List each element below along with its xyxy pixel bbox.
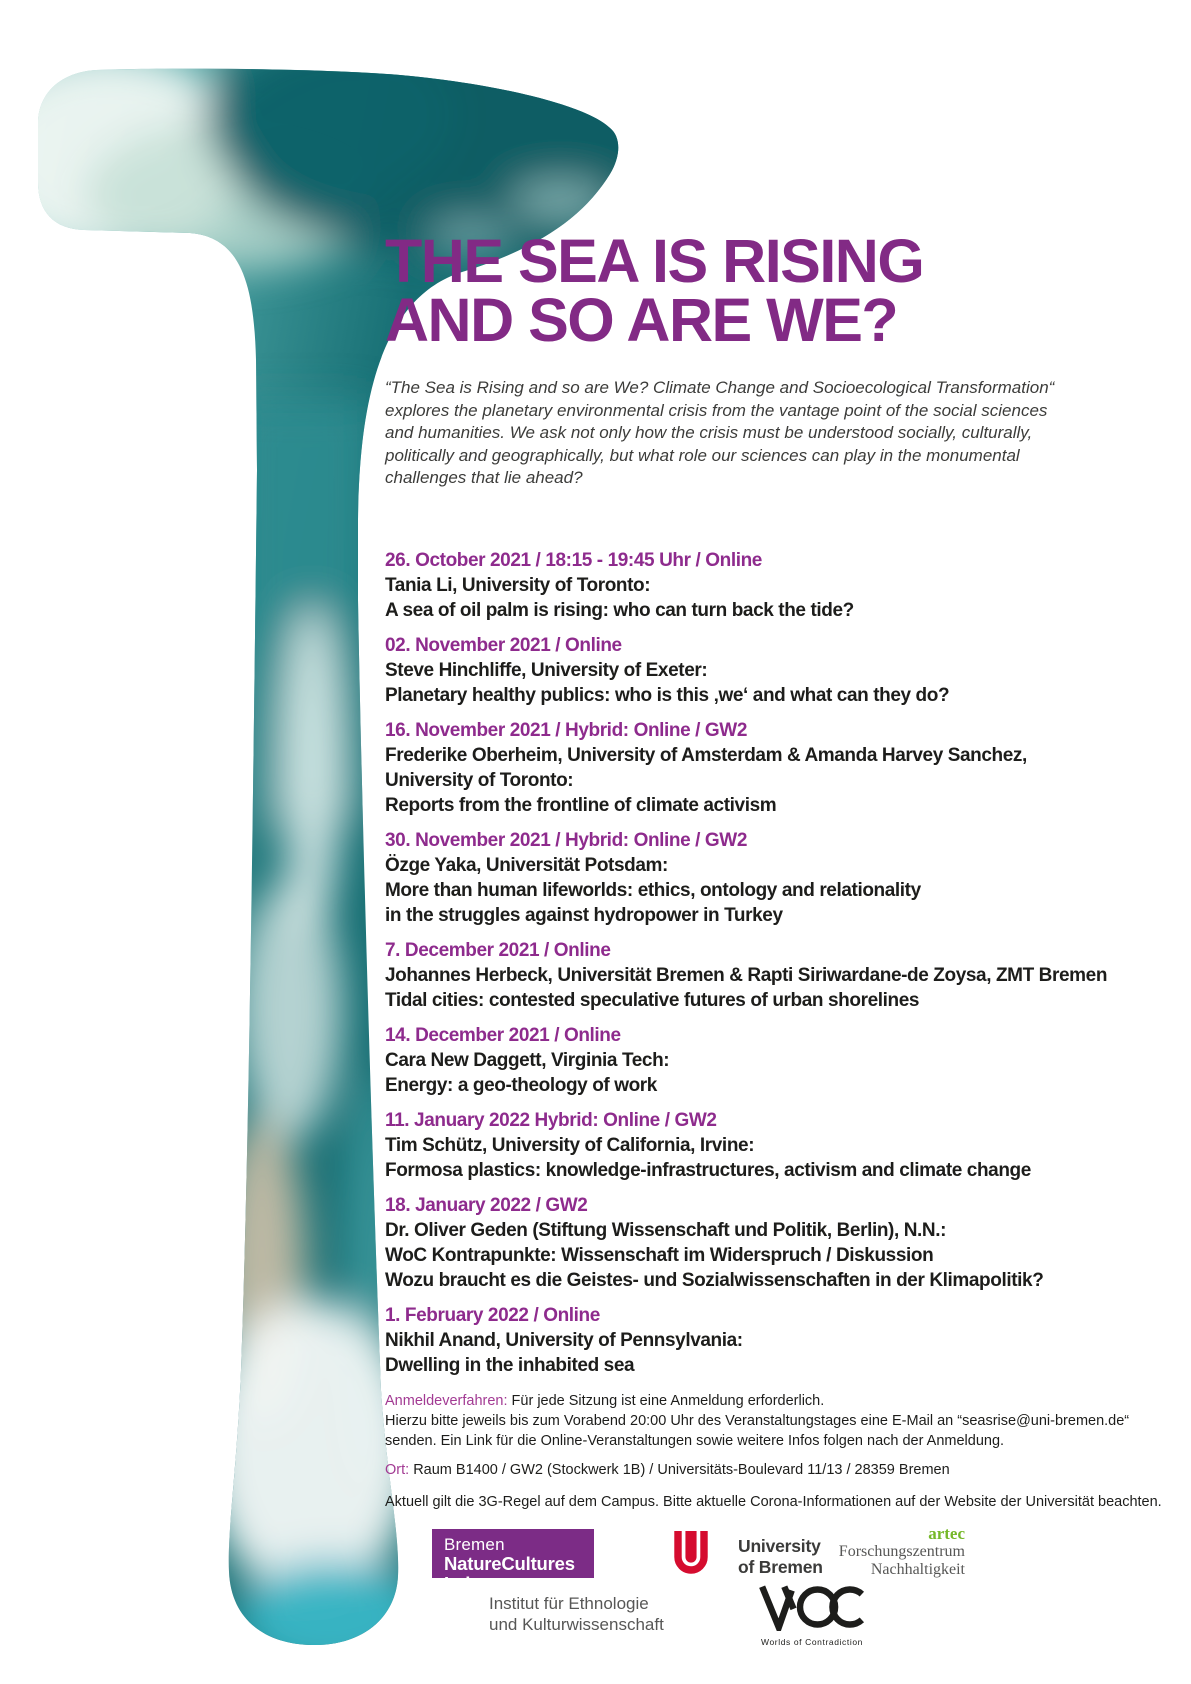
registration-label: Anmeldeverfahren: — [385, 1392, 508, 1409]
uni-bremen-line-2: of Bremen — [738, 1557, 823, 1577]
event-block — [385, 828, 1145, 928]
event-line: Tania Li, University of Toronto: — [385, 574, 651, 596]
uni-bremen-line-1: University — [738, 1536, 821, 1556]
event-line: Energy: a geo-theology of work — [385, 1074, 657, 1096]
artec-line-3: Nachhaltigkeit — [870, 1560, 965, 1578]
registration-text: Für jede Sitzung ist eine Anmeldung erforderlich. — [507, 1392, 825, 1409]
institut-line-2: und Kulturwissenschaft — [489, 1615, 664, 1634]
event-line: in the struggles against hydropower in Turkey — [385, 904, 783, 926]
title-line-2: AND SO ARE WE? — [385, 286, 898, 354]
intro-line: “The Sea is Rising and so are We? Climate Change and Socioecological Transformation“ — [385, 378, 1055, 397]
event-line: Wozu braucht es die Geistes- und Sozialwissenschaften in der Klimapolitik? — [385, 1269, 1044, 1291]
artec-wordmark: artec — [928, 1524, 965, 1543]
woc-logo — [752, 1583, 872, 1647]
corona-note: Aktuell gilt die 3G-Regel auf dem Campus. Bitte aktuelle Corona-Informationen auf der Website der Universität beachten. — [385, 1493, 1162, 1510]
intro-line: challenges that lie ahead? — [385, 468, 583, 487]
title-line-1: THE SEA IS RISING — [385, 227, 924, 295]
event-date: 14. December 2021 / Online — [385, 1024, 621, 1046]
event-line: WoC Kontrapunkte: Wissenschaft im Widerspruch / Diskussion — [385, 1244, 934, 1266]
event-date: 1. February 2022 / Online — [385, 1304, 600, 1326]
event-block — [385, 718, 1145, 818]
bremen-naturecultures-lab-logo — [432, 1529, 594, 1594]
intro-line: politically and geographically, but what role our sciences can play in the monumental — [385, 445, 1020, 465]
event-block — [385, 1023, 1145, 1098]
event-line: Johannes Herbeck, Universität Bremen & Rapti Siriwardane-de Zoysa, ZMT Bremen — [385, 964, 1108, 986]
poster-title — [385, 227, 1145, 354]
intro-paragraph — [385, 377, 1145, 490]
event-line: Steve Hinchliffe, University of Exeter: — [385, 659, 708, 681]
intro-line: explores the planetary environmental crisis from the vantage point of the social sciences — [385, 400, 1048, 420]
event-line: Dr. Oliver Geden (Stiftung Wissenschaft und Politik, Berlin), N.N.: — [385, 1219, 947, 1241]
poster-content — [385, 227, 1162, 1512]
event-line: A sea of oil palm is rising: who can turn back the tide? — [385, 599, 854, 621]
event-date: 26. October 2021 / 18:15 - 19:45 Uhr / Online — [385, 549, 762, 571]
nculab-line-2: NatureCultures Lab — [444, 1553, 575, 1594]
artec-line-2: Forschungszentrum — [838, 1543, 965, 1560]
registration-info — [385, 1391, 1162, 1512]
event-line: Özge Yaka, Universität Potsdam: — [385, 854, 668, 876]
event-date: 11. January 2022 Hybrid: Online / GW2 — [385, 1109, 717, 1131]
uni-bremen-u-logo — [670, 1531, 712, 1583]
event-line: Nikhil Anand, University of Pennsylvania: — [385, 1329, 743, 1351]
event-date: 30. November 2021 / Hybrid: Online / GW2 — [385, 829, 748, 851]
event-block — [385, 938, 1145, 1013]
event-block — [385, 1193, 1145, 1293]
woc-logo-mark — [756, 1583, 868, 1631]
event-block — [385, 1108, 1145, 1183]
event-date: 7. December 2021 / Online — [385, 939, 611, 961]
event-line: Dwelling in the inhabited sea — [385, 1354, 635, 1376]
event-date: 16. November 2021 / Hybrid: Online / GW2 — [385, 719, 748, 741]
event-line: University of Toronto: — [385, 769, 574, 791]
event-line: Planetary healthy publics: who is this ‚we‘ and what can they do? — [385, 684, 950, 706]
event-block — [385, 633, 1145, 708]
registration-line — [385, 1391, 1145, 1411]
event-list — [385, 548, 1145, 1378]
event-line: Reports from the frontline of climate activism — [385, 794, 777, 816]
institut-line-1: Institut für Ethnologie — [489, 1594, 649, 1613]
artec-logo — [760, 1525, 965, 1578]
nculab-line-1: Bremen — [444, 1535, 505, 1554]
intro-line: and humanities. We ask not only how the crisis must be understood socially, culturally, — [385, 423, 1033, 442]
event-line: Formosa plastics: knowledge-infrastructures, activism and climate change — [385, 1159, 1031, 1181]
location-text: Raum B1400 / GW2 (Stockwerk 1B) / Universitäts-Boulevard 11/13 / 28359 Bremen — [409, 1461, 950, 1478]
event-block — [385, 548, 1145, 623]
registration-line: senden. Ein Link für die Online-Veranstaltungen sowie weitere Infos folgen nach der Anmeldung. — [385, 1432, 1005, 1449]
event-line: More than human lifeworlds: ethics, ontology and relationality — [385, 879, 921, 901]
event-line: Tidal cities: contested speculative futures of urban shorelines — [385, 989, 920, 1011]
event-line: Frederike Oberheim, University of Amsterdam & Amanda Harvey Sanchez, — [385, 744, 1027, 766]
registration-line: Hierzu bitte jeweils bis zum Vorabend 20:00 Uhr des Veranstaltungstages eine E-Mail an “seasrise@uni-bremen.de“ — [385, 1412, 1130, 1429]
location-line — [385, 1460, 1145, 1480]
event-block — [385, 1303, 1145, 1378]
institut-ethnologie-logo-text — [489, 1593, 664, 1635]
location-label: Ort: — [385, 1461, 410, 1478]
event-line: Tim Schütz, University of California, Irvine: — [385, 1134, 755, 1156]
event-date: 18. January 2022 / GW2 — [385, 1194, 588, 1216]
event-line: Cara New Daggett, Virginia Tech: — [385, 1049, 670, 1071]
woc-caption: Worlds of Contradiction — [761, 1637, 863, 1647]
event-date: 02. November 2021 / Online — [385, 634, 622, 656]
